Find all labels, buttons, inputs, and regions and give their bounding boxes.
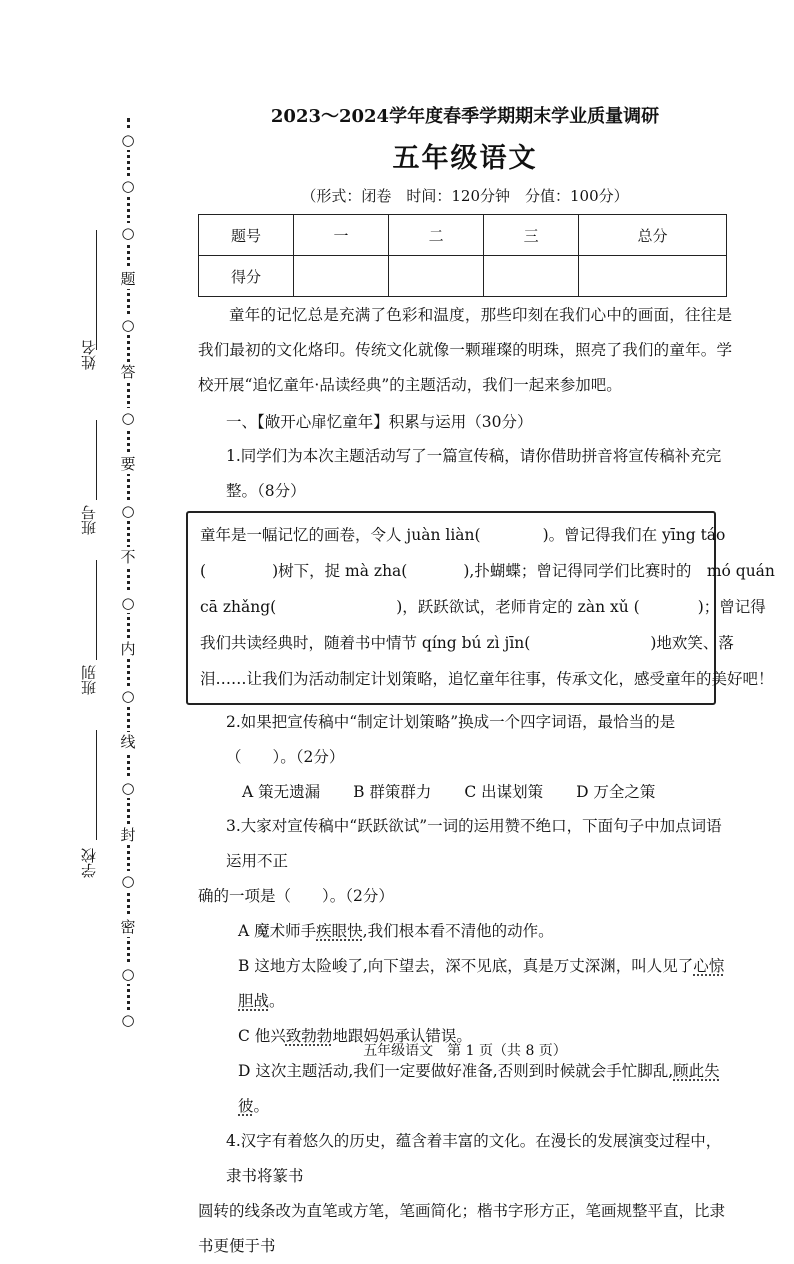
seal-char: 封 bbox=[118, 825, 138, 845]
seal-circle: ○ bbox=[118, 871, 138, 891]
seal-circle: ○ bbox=[118, 1010, 138, 1030]
score-table bbox=[198, 214, 727, 297]
name-fill-line bbox=[96, 230, 97, 350]
exam-title: 2023～2024学年度春季学期期末学业质量调研 bbox=[270, 106, 660, 127]
draft-line: cā zhǎng( )，跃跃欲试，老师肯定的 zàn xǔ ( )；曾记得 bbox=[200, 598, 766, 616]
dotted-word: 心惊胆战 bbox=[238, 957, 725, 1010]
score-table-header-row bbox=[199, 215, 727, 256]
seal-char: 内 bbox=[118, 639, 138, 659]
number-label: 班号 bbox=[80, 505, 98, 535]
seal-char: 密 bbox=[118, 917, 138, 937]
subject-title: 五年级语文 bbox=[392, 143, 538, 174]
exam-info: （形式：闭卷 时间：120分钟 分值：100分） bbox=[301, 187, 629, 205]
name-label: 姓名 bbox=[80, 340, 98, 370]
class-label: 班别 bbox=[80, 665, 98, 695]
question-3-option-d[interactable]: D 这次主题活动,我们一定要做好准备,否则到时候就会手忙脚乱,顾此失彼。 bbox=[238, 1062, 720, 1115]
seal-circle: ○ bbox=[118, 130, 138, 150]
question-1-stem: 1.同学们为本次主题活动写了一篇宣传稿，请你借助拼音将宣传稿补充完整。（8分） bbox=[226, 447, 722, 500]
option-a[interactable]: A 策无遗漏 bbox=[242, 783, 321, 801]
draft-line: ( )树下，捉 mà zha( ),扑蝴蝶；曾记得同学们比赛时的 mó quán bbox=[200, 562, 775, 580]
seal-char: 不 bbox=[118, 547, 138, 567]
seal-circle: ○ bbox=[118, 778, 138, 798]
exam-header bbox=[200, 100, 730, 206]
score-cell[interactable] bbox=[579, 256, 727, 297]
option-c[interactable]: C 出谋划策 bbox=[464, 783, 544, 801]
score-table-score-row bbox=[199, 256, 727, 297]
school-fill-line bbox=[96, 730, 97, 840]
score-header-cell: 三 bbox=[484, 215, 579, 256]
score-header-cell: 一 bbox=[294, 215, 389, 256]
dotted-word: 致勃勃 bbox=[285, 1027, 333, 1045]
seal-circle: ○ bbox=[118, 501, 138, 521]
seal-char: 线 bbox=[118, 732, 138, 752]
seal-char: 要 bbox=[118, 454, 138, 474]
seal-circle: ○ bbox=[118, 964, 138, 984]
question-3-stem-cont: 确的一项是（ ）。（2分） bbox=[198, 887, 394, 905]
score-row-label: 得分 bbox=[199, 256, 294, 297]
seal-circle: ○ bbox=[118, 408, 138, 428]
question-2-stem: 2.如果把宣传稿中“制定计划策略”换成一个四字词语，最恰当的是（ ）。（2分） bbox=[226, 713, 676, 766]
question-3-option-a[interactable]: A 魔术师手疾眼快,我们根本看不清他的动作。 bbox=[238, 922, 554, 940]
draft-line: 童年是一幅记忆的画卷，令人 juàn liàn( )。曾记得我们在 yīng táo bbox=[200, 526, 726, 544]
question-3-option-c[interactable]: C 他兴致勃勃地跟妈妈承认错误。 bbox=[238, 1027, 472, 1045]
score-cell[interactable] bbox=[484, 256, 579, 297]
intro-paragraph: 童年的记忆总是充满了色彩和温度，那些印刻在我们心中的画面，往往是我们最初的文化烙印。传统文化就像一颗璀璨的明珠，照亮了我们的童年。学校开展“追忆童年·品读经典”的主题活动，我们一起来参加吧。 bbox=[198, 306, 732, 394]
question-3-option-b[interactable]: B 这地方太险峻了,向下望去，深不见底，真是万丈深渊，叫人见了心惊胆战。 bbox=[238, 957, 725, 1010]
question-2-options bbox=[198, 775, 732, 809]
option-d[interactable]: D 万全之策 bbox=[576, 783, 656, 801]
question-3-stem: 3.大家对宣传稿中“跃跃欲试”一词的运用赞不绝口，下面句子中加点词语运用不正 bbox=[226, 817, 722, 870]
score-header-cell: 总分 bbox=[579, 215, 727, 256]
seal-circle: ○ bbox=[118, 686, 138, 706]
seal-char: 题 bbox=[118, 269, 138, 289]
publicity-draft-box bbox=[186, 511, 775, 705]
seal-char: 答 bbox=[118, 362, 138, 382]
score-cell[interactable] bbox=[294, 256, 389, 297]
school-label: 学校 bbox=[80, 848, 98, 878]
draft-line: 泪……让我们为活动制定计划策略，追忆童年往事，传承文化，感受童年的美好吧！ bbox=[200, 670, 774, 688]
seal-circle: ○ bbox=[118, 176, 138, 196]
question-4-stem-cont: 圆转的线条改为直笔或方笔，笔画简化；楷书字形方正，笔画规整平直，比隶书更便于书 bbox=[198, 1202, 726, 1255]
question-4-stem: 4.汉字有着悠久的历史，蕴含着丰富的文化。在漫长的发展演变过程中，隶书将篆书 bbox=[226, 1132, 722, 1185]
number-fill-line bbox=[96, 420, 97, 500]
draft-line: 我们共读经典时，随着书中情节 qíng bú zì jīn( )地欢笑、落 bbox=[200, 634, 734, 652]
page-footer: 五年级语文 第 1 页（共 8 页） bbox=[363, 1043, 567, 1059]
class-fill-line bbox=[96, 560, 97, 660]
seal-circle: ○ bbox=[118, 223, 138, 243]
option-b[interactable]: B 群策群力 bbox=[353, 783, 432, 801]
dotted-word: 疾眼快 bbox=[316, 922, 363, 940]
dotted-word: 顾此失彼 bbox=[238, 1062, 720, 1115]
score-header-cell: 题号 bbox=[199, 215, 294, 256]
seal-circle: ○ bbox=[118, 315, 138, 335]
score-header-cell: 二 bbox=[389, 215, 484, 256]
seal-circle: ○ bbox=[118, 593, 138, 613]
seal-margin bbox=[0, 0, 180, 1123]
section-heading: 一、【敞开心扉忆童年】积累与运用（30分） bbox=[226, 413, 533, 431]
score-cell[interactable] bbox=[389, 256, 484, 297]
exam-content bbox=[198, 298, 775, 1264]
